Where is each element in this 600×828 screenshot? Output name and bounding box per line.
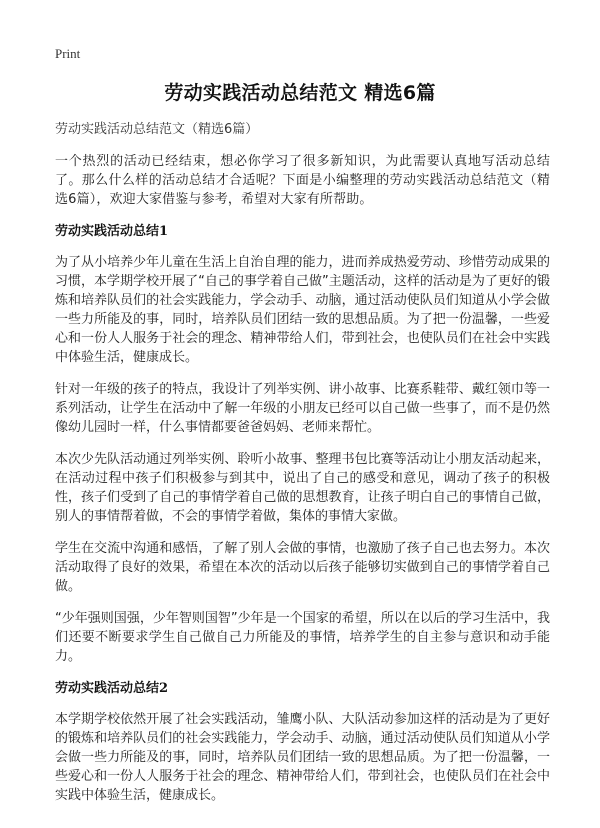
section-paragraph: 本次少先队活动通过列举实例、聆听小故事、整理书包比赛等活动让小朋友活动起来，在活动过程中孩子们积极参与到其中，说出了自己的感受和意见，调动了孩子的积极性，孩子们受到了自己的事情学着自己做的思想教育，让孩子明白自己的事情自己做，别人的事情帮着做，不会的事情学着做，集体的事情大家做。 — [55, 452, 550, 524]
section-paragraph: 针对一年级的孩子的特点，我设计了列举实例、讲小故事、比赛系鞋带、戴红领巾等一系列活动，让学生在活动中了解一年级的小朋友已经可以自己做一些事了，而不是仍然像幼儿园时一样，什么事情都要爸爸妈妈、老师来帮忙。 — [55, 382, 550, 435]
print-link[interactable]: Print — [55, 46, 81, 61]
section-heading: 劳动实践活动总结2 — [55, 681, 169, 696]
article-body — [55, 120, 550, 818]
section-paragraph: 为了从小培养少年儿童在生活上自治自理的能力，进而养成热爱劳动、珍惜劳动成果的习惯，本学期学校开展了“自己的事学着自己做”主题活动，这样的活动是为了更好的锻炼和培养队员们的社会实践能力，学会动手、动脑，通过活动使队员们知道从小学会做一些力所能及的事，同时，培养队员们团结一致的思想品质。为了把一份温馨，一些爱心和一份人人服务于社会的理念、精神带给人们，带到社会，也使队员们在社会中实践中体验生活，健康成长。 — [55, 255, 550, 365]
section-1 — [55, 222, 550, 666]
section-paragraph: 学生在交流中沟通和感悟，了解了别人会做的事情，也激励了孩子自己也去努力。本次活动取得了良好的效果，希望在本次的活动以后孩子能够切实做到自己的事情学着自己做。 — [55, 541, 550, 594]
section-paragraph: 本学期学校依然开展了社会实践活动，雏鹰小队、大队活动参加这样的活动是为了更好的锻炼和培养队员们的社会实践能力，学会动手、动脑，通过活动使队员们知道从小学会做一些力所能及的事，同时，培养队员们团结一致的思想品质。为了把一份温馨，一些爱心和一份人人服务于社会的理念、精神带给人们，带到社会，也使队员们在社会中实践中体验生活，健康成长。 — [55, 712, 550, 803]
page-title: 劳动实践活动总结范文 精选6篇 — [164, 82, 436, 104]
section-heading: 劳动实践活动总结1 — [55, 224, 169, 239]
section-paragraph: “少年强则国强，少年智则国智”少年是一个国家的希望，所以在以后的学习生活中，我们还要不断要求学生自己做自己力所能及的事情，培养学生的自主参与意识和动手能力。 — [55, 611, 550, 664]
intro-paragraph: 一个热烈的活动已经结束，想必你学习了很多新知识，为此需要认真地写活动总结了。那么什么样的活动总结才合适呢？下面是小编整理的劳动实践活动总结范文（精选6篇），欢迎大家借鉴与参考，希望对大家有所帮助。 — [55, 154, 550, 207]
section-2 — [55, 679, 550, 805]
article-subtitle: 劳动实践活动总结范文（精选6篇） — [55, 122, 259, 137]
